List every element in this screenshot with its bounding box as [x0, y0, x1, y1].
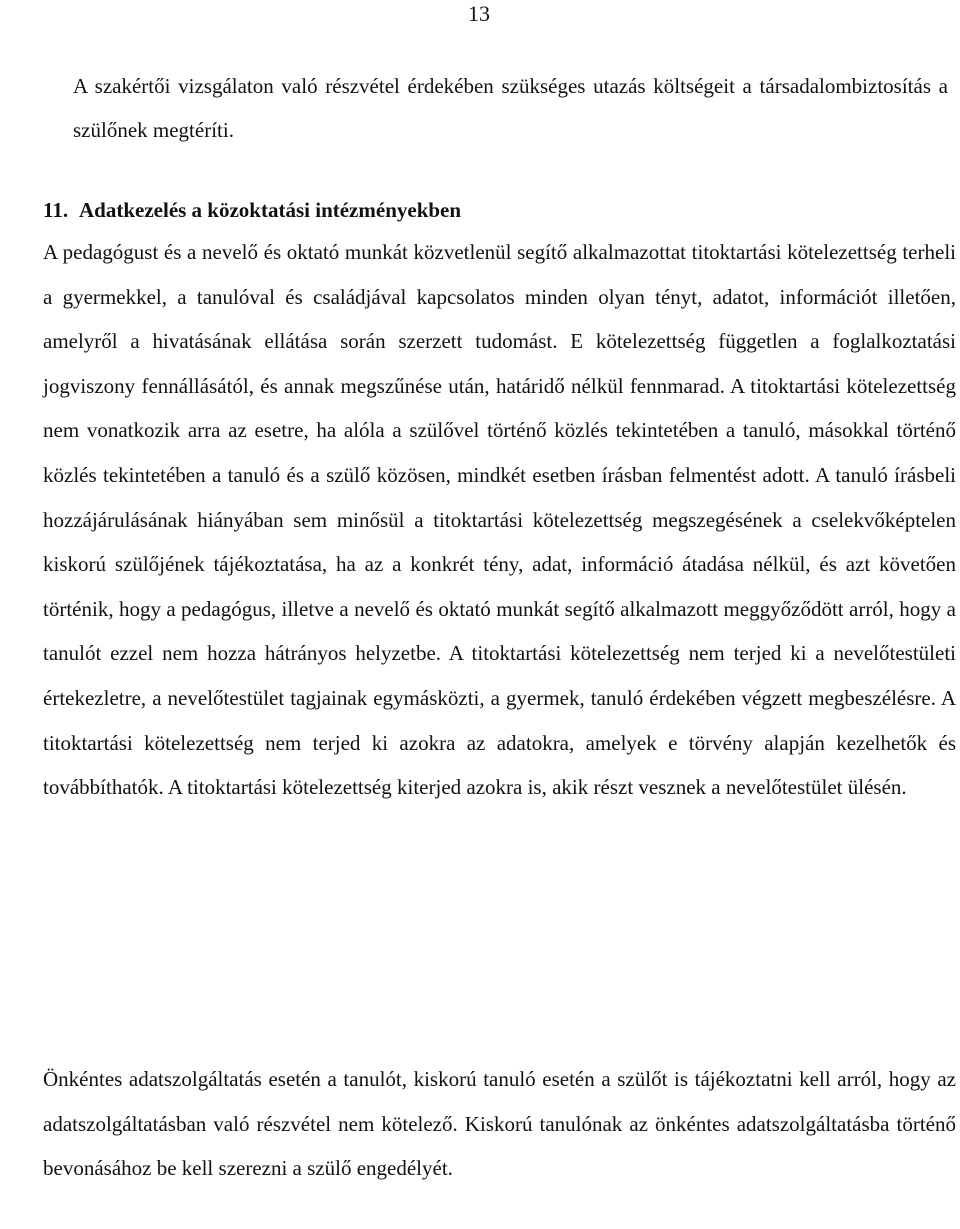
section-title: Adatkezelés a közoktatási intézményekben — [79, 198, 462, 222]
page-number: 13 — [468, 1, 490, 26]
section-heading — [43, 188, 956, 232]
section-number: 11. — [43, 198, 69, 222]
section-paragraph: A pedagógust és a nevelő és oktató munkát közvetlenül segítő alkalmazottat titoktartási kötelezettség terheli a gyermekkel, a tanulóval és családjával kapcsolatos minden olyan tényt, adatot, információt illetően, amelyről a hivatásának ellátása során szerzett tudomást. E kötelezettség független a foglalkoztatási jogviszony fennállásától, és annak megszűnése után, határidő nélkül fennmarad. A titoktartási kötelezettség nem vonatkozik arra az esetre, ha alóla a szülővel történő közlés tekintetében a tanuló, másokkal történő közlés tekintetében a tanuló és a szülő közösen, mindkét esetben írásban felmentést adott. A tanuló írásbeli hozzájárulásának hiányában sem minősül a titoktartási kötelezettség megszegésének a cselekvőképtelen kiskorú szülőjének tájékoztatása, ha az a konkrét tény, adat, információ átadása nélkül, és azt követően történik, hogy a pedagógus, illetve a nevelő és oktató munkát segítő alkalmazott meggyőződött arról, hogy a tanulót ezzel nem hozza hátrányos helyzetbe. A titoktartási kötelezettség nem terjed ki a nevelőtestületi értekezletre, a nevelőtestület tagjainak egymásközti, a gyermek, tanuló érdekében végzett megbeszélésre. A titoktartási kötelezettség nem terjed ki azokra az adatokra, amelyek e törvény alapján kezelhetők és továbbíthatók. A titoktartási kötelezettség kiterjed azokra is, akik részt vesznek a nevelőtestület ülésén. — [43, 240, 956, 800]
intro-paragraph: A szakértői vizsgálaton való részvétel érdekében szükséges utazás költségeit a társadalombiztosítás a szülőnek megtéríti. — [73, 74, 948, 142]
section-paragraph-2: Önkéntes adatszolgáltatás esetén a tanulót, kiskorú tanuló esetén a szülőt is tájékoztatni kell arról, hogy az adatszolgáltatásban való részvétel nem kötelező. Kiskorú tanulónak az önkéntes adatszolgáltatásba történő bevonásához be kell szerezni a szülő engedélyét. — [43, 1067, 956, 1181]
